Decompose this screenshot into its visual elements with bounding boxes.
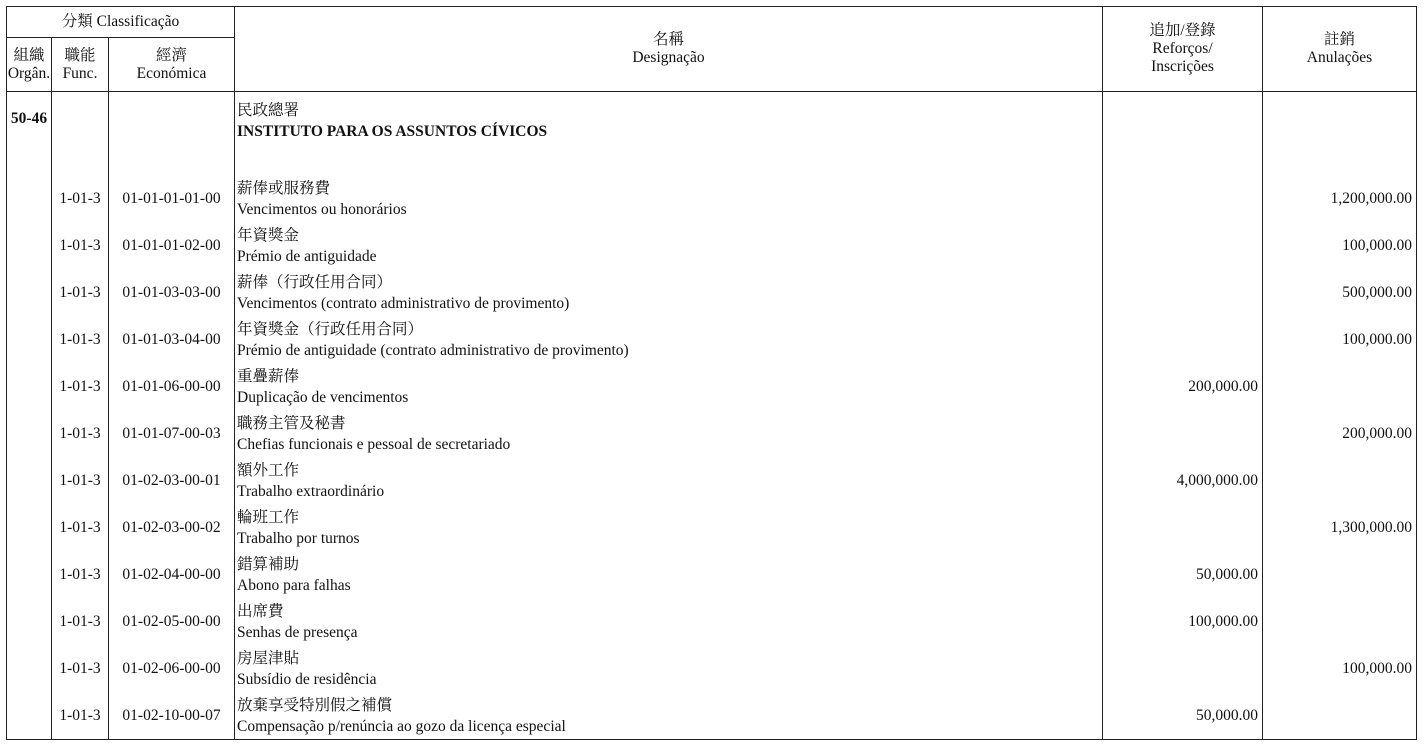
item-name-zh: 重疊薪俸 (237, 368, 300, 385)
function-code: 1-01-3 (52, 599, 109, 646)
annulment-value: 500,000.00 (1263, 270, 1417, 317)
organ-name: 民政總署 INSTITUTO PARA OS ASSUNTOS CÍVICOS (235, 92, 1103, 176)
annulment-value (1263, 693, 1417, 740)
table-row (7, 693, 1417, 740)
function-code: 1-01-3 (52, 176, 109, 223)
table-row (7, 223, 1417, 270)
function-code: 1-01-3 (52, 458, 109, 505)
item-designation (235, 364, 1103, 411)
item-designation (235, 176, 1103, 223)
table-row (7, 458, 1417, 505)
annulment-value: 100,000.00 (1263, 223, 1417, 270)
function-header: 職能 Func. (52, 38, 109, 92)
table-row (7, 552, 1417, 599)
item-name-zh: 薪俸或服務費 (237, 180, 331, 197)
economic-code: 01-02-04-00-00 (109, 552, 235, 599)
reinforcement-value: 4,000,000.00 (1103, 458, 1263, 505)
table-row (7, 270, 1417, 317)
economic-code: 01-01-07-00-03 (109, 411, 235, 458)
item-name-zh: 出席費 (237, 603, 284, 620)
item-name-pt: Senhas de presença (237, 624, 358, 641)
item-designation (235, 599, 1103, 646)
annulment-value (1263, 552, 1417, 599)
organ-header: 組織 Orgân. (7, 38, 52, 92)
item-name-pt: Trabalho por turnos (237, 530, 360, 547)
item-designation (235, 552, 1103, 599)
reinforcement-value: 100,000.00 (1103, 599, 1263, 646)
table-row (7, 176, 1417, 223)
function-code: 1-01-3 (52, 411, 109, 458)
annulment-value: 100,000.00 (1263, 317, 1417, 364)
economic-code: 01-02-10-00-07 (109, 693, 235, 740)
reinforcement-value: 200,000.00 (1103, 364, 1263, 411)
item-name-zh: 職務主管及秘書 (237, 415, 346, 432)
economic-code: 01-01-03-04-00 (109, 317, 235, 364)
item-name-pt: Prémio de antiguidade (contrato administrativo de provimento) (237, 342, 629, 359)
reinforcement-value (1103, 270, 1263, 317)
economic-code: 01-02-05-00-00 (109, 599, 235, 646)
item-name-zh: 年資獎金（行政任用合同） (237, 321, 424, 338)
item-name-zh: 房屋津貼 (237, 650, 300, 667)
function-code: 1-01-3 (52, 270, 109, 317)
classification-header: 分類 Classificação (7, 7, 235, 38)
annulment-value: 1,300,000.00 (1263, 505, 1417, 552)
function-code: 1-01-3 (52, 223, 109, 270)
item-name-zh: 錯算補助 (237, 556, 300, 573)
economic-code: 01-01-01-01-00 (109, 176, 235, 223)
annulment-header: 註銷 Anulações (1263, 7, 1417, 92)
item-designation (235, 458, 1103, 505)
item-name-zh: 年資獎金 (237, 227, 300, 244)
item-name-pt: Prémio de antiguidade (237, 248, 377, 265)
annulment-value: 200,000.00 (1263, 411, 1417, 458)
function-code: 1-01-3 (52, 364, 109, 411)
item-name-zh: 薪俸（行政任用合同） (237, 274, 393, 291)
item-name-pt: Vencimentos ou honorários (237, 201, 407, 218)
item-name-pt: Vencimentos (contrato administrativo de provimento) (237, 295, 570, 312)
economic-code: 01-01-03-03-00 (109, 270, 235, 317)
economic-code: 01-02-03-00-02 (109, 505, 235, 552)
table-row (7, 411, 1417, 458)
item-name-zh: 放棄享受特別假之補償 (237, 696, 393, 714)
economic-code: 01-01-06-00-00 (109, 364, 235, 411)
item-designation (235, 693, 1103, 740)
item-name-pt: Chefias funcionais e pessoal de secretariado (237, 436, 511, 453)
economic-code: 01-02-03-00-01 (109, 458, 235, 505)
function-code: 1-01-3 (52, 505, 109, 552)
reinforcement-value: 50,000.00 (1103, 552, 1263, 599)
annulment-value: 100,000.00 (1263, 646, 1417, 693)
table-row (7, 364, 1417, 411)
reinforcement-value (1103, 411, 1263, 458)
organ-code: 50-46 (7, 92, 52, 176)
reinforcement-value (1103, 646, 1263, 693)
budget-table (6, 6, 1417, 740)
reinforcement-value (1103, 223, 1263, 270)
item-designation (235, 270, 1103, 317)
function-code: 1-01-3 (52, 693, 109, 740)
reinforcement-value (1103, 505, 1263, 552)
reinforcement-value (1103, 176, 1263, 223)
reinforcement-value: 50,000.00 (1103, 693, 1263, 740)
economic-header: 經濟 Económica (109, 38, 235, 92)
annulment-value (1263, 364, 1417, 411)
item-name-pt: Duplicação de vencimentos (237, 389, 409, 406)
item-name-zh: 輪班工作 (237, 509, 300, 526)
annulment-value (1263, 599, 1417, 646)
item-designation (235, 317, 1103, 364)
annulment-value: 1,200,000.00 (1263, 176, 1417, 223)
function-code: 1-01-3 (52, 317, 109, 364)
item-designation (235, 505, 1103, 552)
economic-code: 01-01-01-02-00 (109, 223, 235, 270)
annulment-value (1263, 458, 1417, 505)
economic-code: 01-02-06-00-00 (109, 646, 235, 693)
table-row (7, 505, 1417, 552)
item-name-pt: Trabalho extraordinário (237, 483, 385, 500)
item-name-pt: Compensação p/renúncia ao gozo da licença especial (237, 717, 566, 735)
item-designation (235, 646, 1103, 693)
item-name-zh: 額外工作 (237, 462, 300, 479)
item-name-pt: Subsídio de residência (237, 671, 377, 688)
item-designation (235, 223, 1103, 270)
reinforcement-header: 追加/登錄 Reforços/ Inscrições (1103, 7, 1263, 92)
table-row (7, 646, 1417, 693)
function-code: 1-01-3 (52, 646, 109, 693)
item-name-pt: Abono para falhas (237, 577, 351, 594)
table-row (7, 599, 1417, 646)
reinforcement-value (1103, 317, 1263, 364)
function-code: 1-01-3 (52, 552, 109, 599)
designation-header: 名稱 Designação (235, 7, 1103, 92)
item-designation (235, 411, 1103, 458)
table-row (7, 317, 1417, 364)
